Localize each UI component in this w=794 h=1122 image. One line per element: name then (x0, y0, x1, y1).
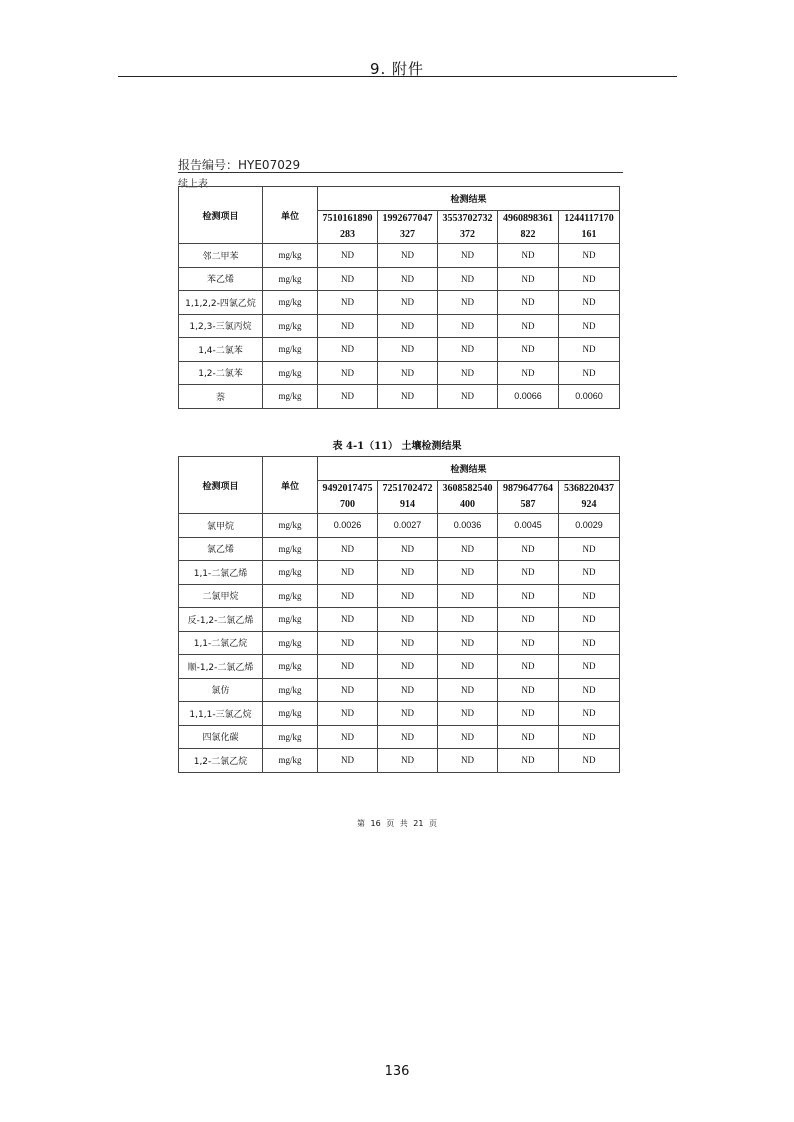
sample-id-line1: 7510161890 (322, 213, 373, 224)
table-row (179, 702, 620, 726)
item-unit: mg/kg (263, 749, 318, 773)
result-value: ND (378, 655, 438, 679)
result-value: ND (438, 361, 498, 385)
result-value: ND (378, 631, 438, 655)
result-value: ND (559, 584, 620, 608)
result-value: ND (559, 338, 620, 362)
result-value: ND (378, 584, 438, 608)
result-value: ND (318, 338, 378, 362)
item-unit: mg/kg (263, 702, 318, 726)
result-value: ND (438, 584, 498, 608)
item-unit: mg/kg (263, 361, 318, 385)
item-name: 四氯化碳 (179, 725, 263, 749)
result-value: ND (498, 678, 559, 702)
item-name: 二氯甲烷 (179, 584, 263, 608)
item-unit: mg/kg (263, 514, 318, 538)
sample-id-line2: 822 (520, 229, 536, 240)
result-value: ND (559, 267, 620, 291)
sample-id-line1: 4960898361 (503, 213, 553, 224)
sample-id-line1: 3608582540 (442, 483, 493, 494)
result-value: ND (559, 561, 620, 585)
page-header-title: 9. 附件 (369, 60, 425, 78)
item-name: 1,1,2,2-四氯乙烷 (179, 291, 263, 315)
item-name: 1,2-二氯苯 (179, 361, 263, 385)
results-table-2 (178, 456, 620, 773)
sample-id-header (378, 481, 438, 514)
continued-label: 续上表 (178, 179, 208, 190)
sample-id-line1: 1244117170 (564, 213, 614, 224)
item-name: 1,1-二氯乙烯 (179, 561, 263, 585)
item-name: 1,2,3-三氯丙烷 (179, 314, 263, 338)
header-item: 检测项目 (179, 457, 263, 514)
item-unit: mg/kg (263, 678, 318, 702)
result-value: ND (378, 361, 438, 385)
item-unit: mg/kg (263, 314, 318, 338)
table-row (179, 749, 620, 773)
page-count: 第 16 页 共 21 页 (356, 819, 438, 828)
item-name: 1,4-二氯苯 (179, 338, 263, 362)
item-unit: mg/kg (263, 608, 318, 632)
header-results: 检测结果 (318, 457, 620, 481)
result-value: ND (318, 702, 378, 726)
sample-id-header (318, 481, 378, 514)
table-row (179, 244, 620, 268)
report-divider (178, 172, 623, 173)
sample-id-line1: 5368220437 (564, 483, 615, 494)
sample-id-header (498, 481, 559, 514)
sample-id-line2: 161 (581, 229, 597, 240)
result-value: ND (318, 561, 378, 585)
table-caption: 表 4-1（11） 土壤检测结果 (332, 441, 462, 452)
result-value: ND (438, 678, 498, 702)
item-name: 1,1-二氯乙烷 (179, 631, 263, 655)
table-row (179, 385, 620, 409)
sample-id-header (378, 211, 438, 244)
result-value: ND (559, 608, 620, 632)
result-value: ND (438, 314, 498, 338)
result-value: ND (318, 678, 378, 702)
sample-id-line1: 7251702472 (382, 483, 433, 494)
result-value: ND (318, 584, 378, 608)
item-unit: mg/kg (263, 725, 318, 749)
result-value: ND (378, 537, 438, 561)
result-value: ND (378, 385, 438, 409)
sample-id-line2: 924 (581, 499, 597, 510)
sample-id-line1: 3553702732 (442, 213, 493, 224)
result-value: ND (378, 702, 438, 726)
item-unit: mg/kg (263, 537, 318, 561)
table-row (179, 537, 620, 561)
result-value: ND (378, 561, 438, 585)
result-value: ND (318, 361, 378, 385)
result-value: 0.0036 (438, 514, 498, 538)
sample-id-line2: 400 (460, 499, 475, 510)
table-row (179, 338, 620, 362)
result-value: ND (498, 608, 559, 632)
result-value: ND (498, 561, 559, 585)
item-unit: mg/kg (263, 655, 318, 679)
result-value: ND (498, 244, 559, 268)
item-unit: mg/kg (263, 561, 318, 585)
table-row (179, 314, 620, 338)
result-value: 0.0060 (559, 385, 620, 409)
result-value: ND (498, 749, 559, 773)
header-divider (118, 76, 677, 77)
result-value: ND (498, 338, 559, 362)
result-value: ND (438, 385, 498, 409)
result-value: ND (498, 584, 559, 608)
result-value: ND (498, 702, 559, 726)
result-value: 0.0045 (498, 514, 559, 538)
result-value: ND (559, 537, 620, 561)
result-value: ND (378, 244, 438, 268)
result-value: ND (378, 267, 438, 291)
result-value: ND (438, 561, 498, 585)
result-value: ND (559, 361, 620, 385)
page-number: 136 (384, 1064, 410, 1079)
result-value: ND (438, 631, 498, 655)
sample-id-line2: 327 (400, 229, 415, 240)
table-row (179, 514, 620, 538)
item-name: 邻二甲苯 (179, 244, 263, 268)
table-row (179, 361, 620, 385)
result-value: ND (559, 702, 620, 726)
item-unit: mg/kg (263, 338, 318, 362)
result-value: ND (318, 608, 378, 632)
result-value: ND (559, 291, 620, 315)
table-row (179, 678, 620, 702)
item-name: 氯仿 (179, 678, 263, 702)
sample-id-line1: 9879647764 (503, 483, 553, 494)
result-value: ND (438, 291, 498, 315)
result-value: ND (318, 655, 378, 679)
item-name: 苯乙烯 (179, 267, 263, 291)
sample-id-header (559, 211, 620, 244)
result-value: ND (438, 749, 498, 773)
result-value: 0.0029 (559, 514, 620, 538)
item-name: 氯乙烯 (179, 537, 263, 561)
result-value: ND (318, 537, 378, 561)
result-value: ND (438, 608, 498, 632)
sample-id-header (438, 481, 498, 514)
result-value: ND (559, 631, 620, 655)
header-unit: 单位 (263, 457, 318, 514)
result-value: ND (318, 749, 378, 773)
result-value: ND (559, 314, 620, 338)
item-name: 氯甲烷 (179, 514, 263, 538)
result-value: ND (378, 291, 438, 315)
sample-id-line2: 914 (400, 499, 415, 510)
result-value: ND (498, 314, 559, 338)
table-row (179, 608, 620, 632)
sample-id-line2: 372 (460, 229, 475, 240)
table-row (179, 561, 620, 585)
header-unit: 单位 (263, 187, 318, 244)
result-value: ND (498, 725, 559, 749)
table-row (179, 725, 620, 749)
item-unit: mg/kg (263, 267, 318, 291)
sample-id-header (559, 481, 620, 514)
header-item: 检测项目 (179, 187, 263, 244)
result-value: ND (438, 267, 498, 291)
result-value: ND (438, 338, 498, 362)
sample-id-line1: 9492017475 (322, 483, 373, 494)
result-value: ND (378, 725, 438, 749)
result-value: 0.0026 (318, 514, 378, 538)
header-results: 检测结果 (318, 187, 620, 211)
result-value: ND (318, 267, 378, 291)
table-row (179, 267, 620, 291)
item-unit: mg/kg (263, 631, 318, 655)
item-name: 1,1,1-三氯乙烷 (179, 702, 263, 726)
table-row (179, 291, 620, 315)
result-value: ND (378, 338, 438, 362)
result-value: ND (559, 749, 620, 773)
result-value: ND (438, 725, 498, 749)
sample-id-line2: 587 (520, 499, 536, 510)
result-value: 0.0066 (498, 385, 559, 409)
result-value: ND (438, 702, 498, 726)
report-number: 报告编号：HYE07029 (178, 158, 301, 172)
result-value: ND (498, 631, 559, 655)
result-value: 0.0027 (378, 514, 438, 538)
result-value: ND (378, 608, 438, 632)
result-value: ND (378, 314, 438, 338)
result-value: ND (378, 678, 438, 702)
result-value: ND (559, 725, 620, 749)
item-name: 萘 (179, 385, 263, 409)
result-value: ND (498, 537, 559, 561)
item-name: 顺-1,2-二氯乙烯 (179, 655, 263, 679)
sample-id-header (438, 211, 498, 244)
result-value: ND (498, 291, 559, 315)
item-unit: mg/kg (263, 244, 318, 268)
sample-id-header (498, 211, 559, 244)
result-value: ND (318, 725, 378, 749)
result-value: ND (498, 655, 559, 679)
table-row (179, 631, 620, 655)
sample-id-line2: 700 (340, 499, 355, 510)
result-value: ND (438, 537, 498, 561)
item-unit: mg/kg (263, 291, 318, 315)
result-value: ND (498, 267, 559, 291)
result-value: ND (559, 678, 620, 702)
sample-id-header (318, 211, 378, 244)
result-value: ND (318, 631, 378, 655)
result-value: ND (438, 244, 498, 268)
item-unit: mg/kg (263, 385, 318, 409)
sample-id-line2: 283 (340, 229, 355, 240)
sample-id-line1: 1992677047 (382, 213, 433, 224)
result-value: ND (498, 361, 559, 385)
result-value: ND (318, 244, 378, 268)
result-value: ND (318, 385, 378, 409)
item-name: 反-1,2-二氯乙烯 (179, 608, 263, 632)
result-value: ND (378, 749, 438, 773)
result-value: ND (438, 655, 498, 679)
item-name: 1,2-二氯乙烷 (179, 749, 263, 773)
item-unit: mg/kg (263, 584, 318, 608)
table-row (179, 655, 620, 679)
results-table-1 (178, 186, 620, 409)
result-value: ND (318, 291, 378, 315)
result-value: ND (559, 244, 620, 268)
result-value: ND (318, 314, 378, 338)
result-value: ND (559, 655, 620, 679)
table-row (179, 584, 620, 608)
